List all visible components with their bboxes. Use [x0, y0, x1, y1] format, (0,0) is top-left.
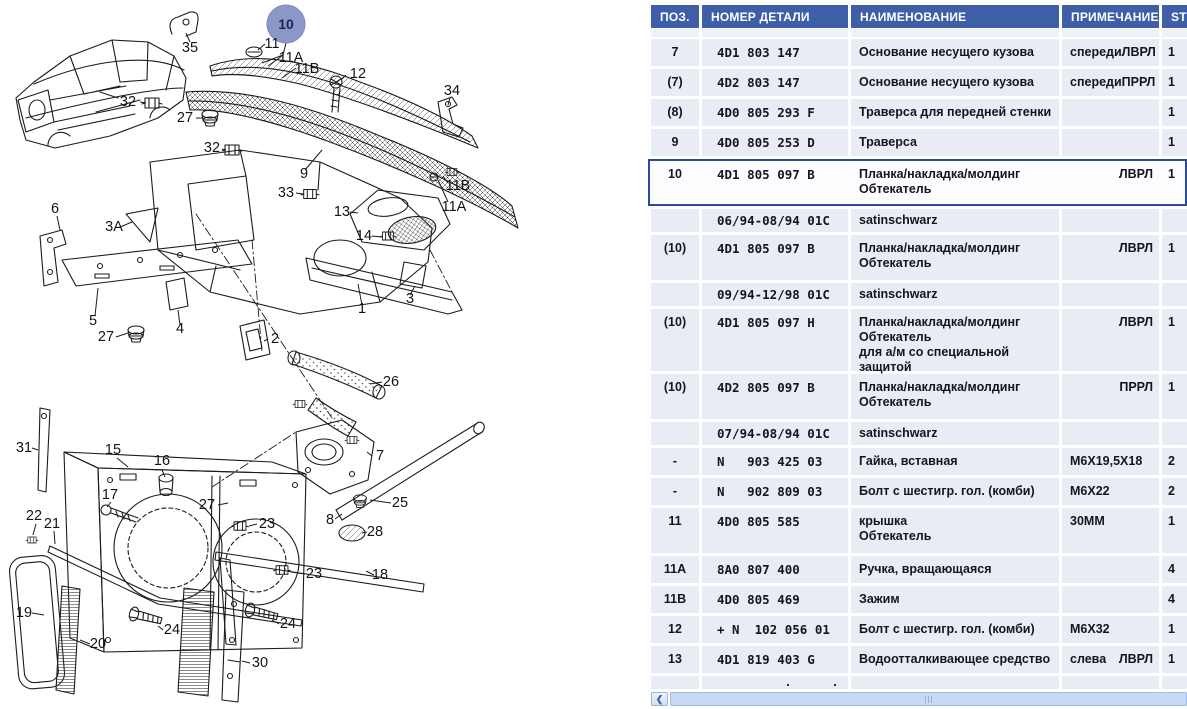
- cell-note: [1062, 129, 1159, 156]
- cell-position: 13: [651, 646, 699, 673]
- part-label-19[interactable]: 19: [15, 605, 33, 621]
- part-label-9[interactable]: 9: [299, 166, 309, 182]
- cell-name: Зажим: [851, 586, 1059, 613]
- part-label-21[interactable]: 21: [43, 516, 61, 532]
- cell-quantity: [1162, 422, 1187, 445]
- part-label-18[interactable]: 18: [371, 567, 389, 583]
- table-row[interactable]: [651, 39, 1187, 66]
- part-label-23[interactable]: 23: [258, 516, 276, 532]
- part-label-3[interactable]: 3: [405, 291, 415, 307]
- cell-name: Основание несущего кузова: [851, 69, 1059, 96]
- cell-position: 11B: [651, 586, 699, 613]
- part-label-27[interactable]: 27: [198, 497, 216, 513]
- cell-part-number: 4D1 805 097 H: [702, 309, 848, 371]
- cell-part-number: 4D1 803 147: [702, 39, 848, 66]
- cell-position: 7: [651, 39, 699, 66]
- cell-name: Ручка, вращающаяся: [851, 556, 1059, 583]
- cell-part-number: 4D0 805 585: [702, 508, 848, 553]
- table-row[interactable]: [651, 235, 1187, 280]
- part-label-11B[interactable]: 11B: [294, 61, 320, 77]
- part-label-22[interactable]: 22: [25, 508, 43, 524]
- cell-note: M6X32: [1062, 616, 1159, 643]
- part-label-35[interactable]: 35: [181, 40, 199, 56]
- cell-note: [1062, 99, 1159, 126]
- cell-part-number: 4D0 805 469: [702, 586, 848, 613]
- table-row[interactable]: [651, 586, 1187, 613]
- diagram-linework: [8, 12, 518, 702]
- part-label-32[interactable]: 32: [119, 94, 137, 110]
- cell-name: satinschwarz: [851, 283, 1059, 306]
- table-row[interactable]: [651, 129, 1187, 156]
- table-header: [651, 5, 1187, 28]
- cell-partial: [1162, 676, 1187, 689]
- cell-part-number: 4D1 805 097 B: [702, 235, 848, 280]
- cell-note: [1062, 283, 1159, 306]
- cell-name: Траверса: [851, 129, 1059, 156]
- cell-name: Планка/накладка/молдинг Обтекатель: [859, 167, 1021, 196]
- part-label-15[interactable]: 15: [104, 442, 122, 458]
- cell-name: Водоотталкивающее средство: [851, 646, 1059, 673]
- column-header-name: НАИМЕНОВАНИЕ: [851, 5, 1059, 28]
- cell-name: Основание несущего кузова: [851, 39, 1059, 66]
- part-label-23[interactable]: 23: [305, 566, 323, 582]
- cell-name: Планка/накладка/молдинг Обтекатель для а/м со специальной защитой: [851, 309, 1059, 371]
- column-header-note: ПРИМЕЧАНИЕ: [1062, 5, 1159, 28]
- part-label-31[interactable]: 31: [15, 440, 33, 456]
- cell-position: (8): [651, 99, 699, 126]
- cell-quantity: 4: [1162, 556, 1187, 583]
- part-label-24[interactable]: 24: [279, 616, 297, 632]
- part-label-3A[interactable]: 3A: [105, 219, 123, 235]
- table-row[interactable]: [651, 556, 1187, 583]
- part-label-27[interactable]: 27: [97, 329, 115, 345]
- cell-note: [1062, 586, 1159, 613]
- part-label-2[interactable]: 2: [270, 331, 280, 347]
- cell-quantity: [1162, 283, 1187, 306]
- column-header-qty: ST: [1162, 5, 1187, 28]
- cell-note: [1062, 209, 1159, 232]
- cell-position: (10): [651, 235, 699, 280]
- cell-name: Болт с шестигр. гол. (комби): [851, 616, 1059, 643]
- part-label-33[interactable]: 33: [277, 185, 295, 201]
- cell-name: satinschwarz: [851, 422, 1059, 445]
- cell-note: M6X22: [1062, 478, 1159, 505]
- cell-part-number: 4D0 805 253 D: [702, 129, 848, 156]
- svg-text:10: 10: [278, 16, 294, 32]
- cell-part-number: N 902 809 03: [702, 478, 848, 505]
- cell-position: -: [651, 448, 699, 475]
- cell-position: (10): [651, 374, 699, 419]
- part-label-25[interactable]: 25: [391, 495, 409, 511]
- cell-note: ЛВРЛ: [1062, 235, 1159, 280]
- cell-note: ЛВРЛ: [1062, 309, 1159, 371]
- cell-position: 11A: [651, 556, 699, 583]
- cell-part-number: 09/94-12/98 01C: [702, 283, 848, 306]
- table-row[interactable]: [651, 209, 1187, 232]
- table-row[interactable]: [651, 309, 1187, 374]
- part-label-32[interactable]: 32: [203, 140, 221, 156]
- cell-part-number: 4D1 805 097 B: [717, 167, 815, 182]
- scrollbar-grip-icon: [925, 696, 932, 703]
- scrollbar-track[interactable]: [670, 692, 1187, 706]
- scrollbar-thumb[interactable]: [670, 692, 1187, 706]
- cell-position: (7): [651, 69, 699, 96]
- cell-note: слева ЛВРЛ: [1062, 646, 1159, 673]
- cell-quantity: [1162, 209, 1187, 232]
- cell-part-number: 4D1 819 403 G: [702, 646, 848, 673]
- cell-quantity: 1: [1162, 374, 1187, 419]
- table-row[interactable]: [648, 159, 1187, 206]
- cell-quantity: 2: [1162, 448, 1187, 475]
- table-row[interactable]: [651, 374, 1187, 419]
- part-label-20[interactable]: 20: [89, 636, 107, 652]
- cell-part-number: + N 102 056 01: [702, 616, 848, 643]
- part-label-6[interactable]: 6: [50, 201, 60, 217]
- part-label-11A[interactable]: 11A: [278, 50, 304, 66]
- cell-name: Планка/накладка/молдинг Обтекатель: [851, 235, 1059, 280]
- part-label-8[interactable]: 8: [325, 512, 335, 528]
- column-header-num: НОМЕР ДЕТАЛИ: [702, 5, 848, 28]
- cell-note: [1062, 556, 1159, 583]
- cell-quantity: 1: [1162, 129, 1187, 156]
- part-label-11[interactable]: 11: [264, 36, 280, 52]
- horizontal-scrollbar[interactable]: [651, 692, 1187, 706]
- cell-part-number: 4D2 803 147: [702, 69, 848, 96]
- table-row[interactable]: [651, 616, 1187, 643]
- part-label-24[interactable]: 24: [163, 622, 181, 638]
- cell-quantity: 1: [1162, 235, 1187, 280]
- cell-position: 9: [651, 129, 699, 156]
- cell-quantity: 2: [1162, 478, 1187, 505]
- cell-partial: [851, 676, 1059, 689]
- cell-part-number: 4D2 805 097 B: [702, 374, 848, 419]
- scroll-left-button[interactable]: ❮: [651, 692, 668, 706]
- part-label-26[interactable]: 26: [382, 374, 400, 390]
- cell-quantity: 1: [1162, 309, 1187, 371]
- cell-position: [651, 422, 699, 445]
- cell-position: 10: [668, 167, 682, 181]
- table-header-spacer: [651, 29, 1187, 37]
- cell-position: (10): [651, 309, 699, 371]
- cell-part-number: N 903 425 03: [702, 448, 848, 475]
- part-label-30[interactable]: 30: [251, 655, 269, 671]
- cell-part-number: 4D0 805 293 F: [702, 99, 848, 126]
- cell-position: 12: [651, 616, 699, 643]
- cell-name: Траверса для передней стенки: [851, 99, 1059, 126]
- part-label-1[interactable]: 1: [357, 301, 367, 317]
- table-row[interactable]: [651, 283, 1187, 306]
- part-label-7[interactable]: 7: [375, 448, 385, 464]
- part-label-5[interactable]: 5: [88, 313, 98, 329]
- part-label-16[interactable]: 16: [153, 453, 171, 469]
- cell-quantity: 1: [1162, 508, 1187, 553]
- table-row[interactable]: [651, 99, 1187, 126]
- table-row-partial: [651, 676, 1187, 689]
- cell-part-number: 06/94-08/94 01C: [702, 209, 848, 232]
- part-label-4[interactable]: 4: [175, 321, 185, 337]
- cell-note: ПРРЛ: [1062, 374, 1159, 419]
- cell-note: 30MM: [1062, 508, 1159, 553]
- cell-quantity: 4: [1162, 586, 1187, 613]
- part-label-14[interactable]: 14: [355, 228, 373, 244]
- cell-name: Планка/накладка/молдинг Обтекатель: [851, 374, 1059, 419]
- cell-quantity: 1: [1168, 167, 1175, 181]
- cell-quantity: 1: [1162, 616, 1187, 643]
- cell-note: ЛВРЛ: [1118, 167, 1153, 181]
- parts-table-panel: [648, 0, 1187, 709]
- cell-name: Гайка, вставная: [851, 448, 1059, 475]
- table-row[interactable]: [651, 422, 1187, 445]
- cell-quantity: 1: [1162, 69, 1187, 96]
- cell-part-number: 07/94-08/94 01C: [702, 422, 848, 445]
- part-label-13[interactable]: 13: [333, 204, 351, 220]
- cell-note: спереди ПРРЛ: [1062, 69, 1159, 96]
- cell-name: satinschwarz: [851, 209, 1059, 232]
- cell-name: Болт с шестигр. гол. (комби): [851, 478, 1059, 505]
- table-row[interactable]: [651, 448, 1187, 475]
- cell-position: [651, 209, 699, 232]
- cell-partial: [702, 676, 848, 689]
- part-label-11A[interactable]: 11A: [441, 199, 467, 215]
- part-label-12[interactable]: 12: [349, 66, 367, 82]
- cell-position: [651, 283, 699, 306]
- table-row[interactable]: [651, 646, 1187, 673]
- part-label-11B[interactable]: 11B: [445, 178, 471, 194]
- table-row[interactable]: [651, 69, 1187, 96]
- part-label-27[interactable]: 27: [176, 110, 194, 126]
- cell-name: крышка Обтекатель: [851, 508, 1059, 553]
- cell-partial: [1062, 676, 1159, 689]
- part-label-17[interactable]: 17: [101, 487, 119, 503]
- part-label-28[interactable]: 28: [366, 524, 384, 540]
- cell-note: [1062, 422, 1159, 445]
- column-header-pos: ПОЗ.: [651, 5, 699, 28]
- table-row[interactable]: [651, 508, 1187, 553]
- cell-note: M6X19,5X18: [1062, 448, 1159, 475]
- cell-note: спереди ЛВРЛ: [1062, 39, 1159, 66]
- diagram-labels: [16, 36, 470, 671]
- part-label-34[interactable]: 34: [443, 83, 461, 99]
- cell-position: -: [651, 478, 699, 505]
- cell-quantity: 1: [1162, 39, 1187, 66]
- table-body: [651, 39, 1187, 689]
- cell-part-number: 8A0 807 400: [702, 556, 848, 583]
- cell-partial: [651, 676, 699, 689]
- cell-quantity: 1: [1162, 646, 1187, 673]
- table-row[interactable]: [651, 478, 1187, 505]
- cell-position: 11: [651, 508, 699, 553]
- cell-quantity: 1: [1162, 99, 1187, 126]
